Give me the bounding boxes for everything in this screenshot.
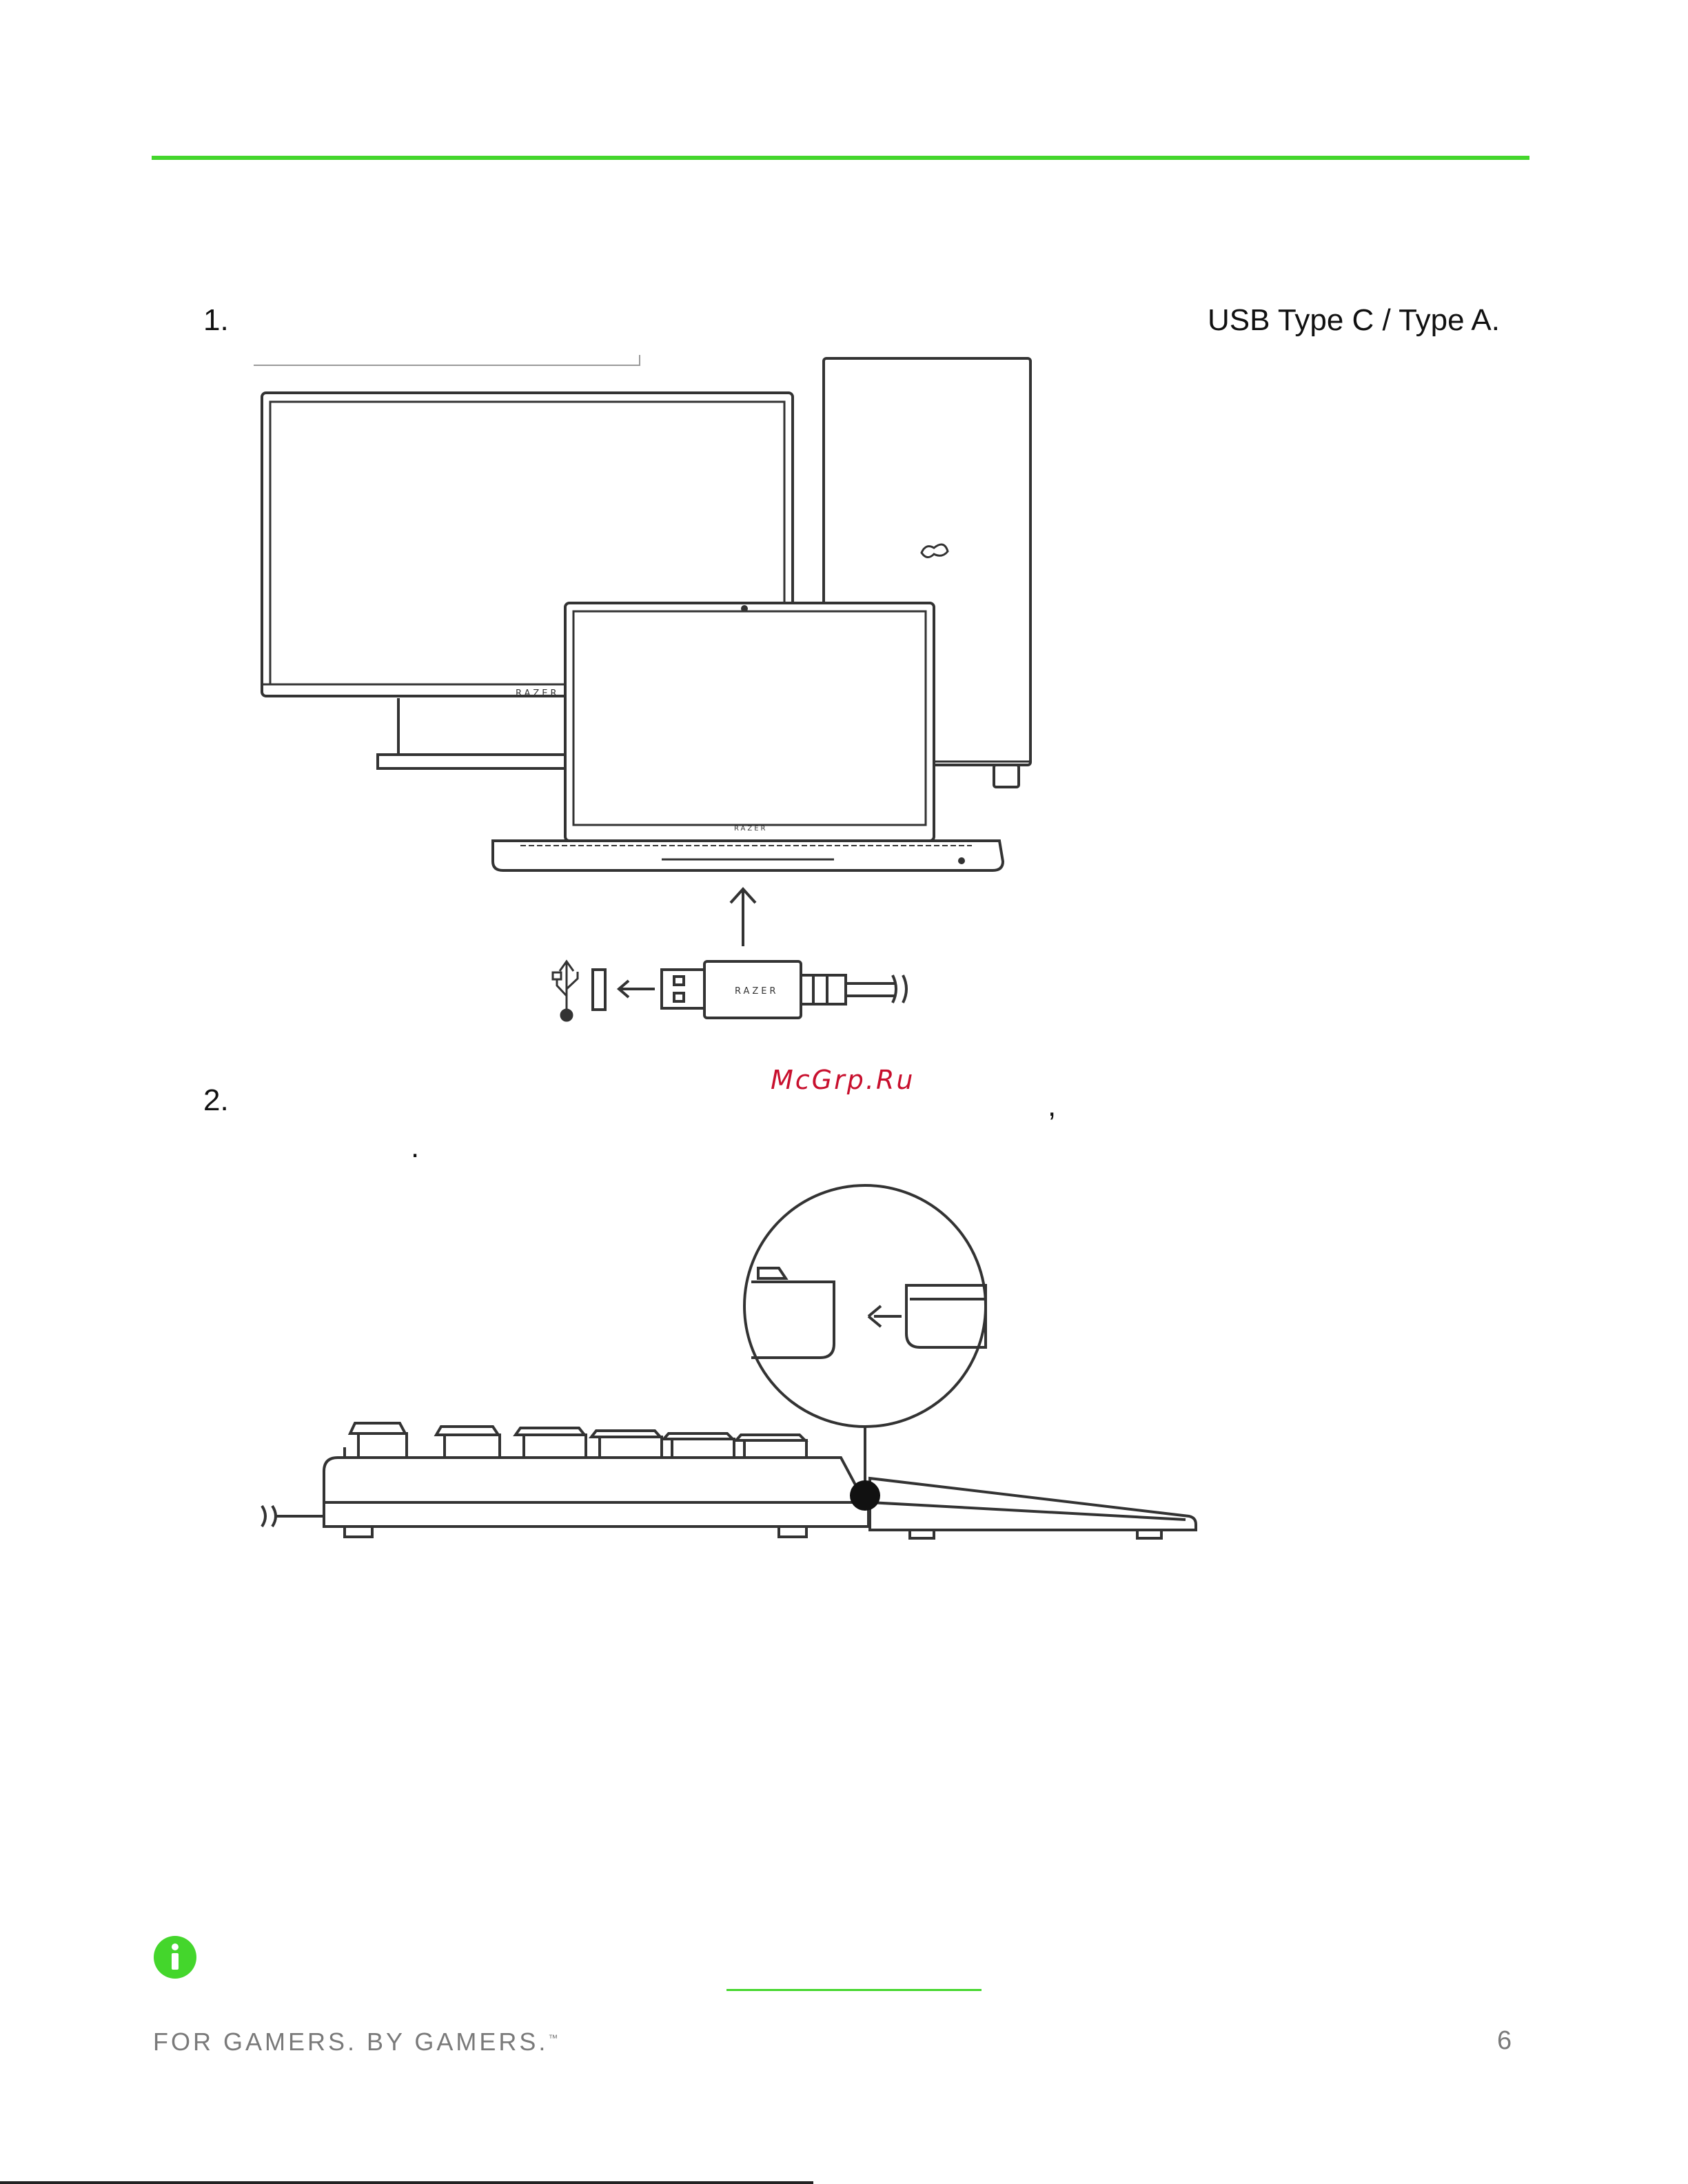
step-1-text: USB Type C / Type A.	[1208, 303, 1500, 337]
usb-symbol-icon	[553, 961, 578, 1021]
connection-point-dot	[850, 1480, 880, 1511]
keyboard-illustration	[262, 1423, 868, 1537]
footer-tagline: FOR GAMERS. BY GAMERS.™	[153, 2028, 558, 2056]
step-1-number: 1.	[203, 303, 229, 337]
laptop-brand-label: RAZER	[734, 825, 768, 833]
cable-brand-label: RAZER	[735, 986, 779, 997]
bottom-rule	[0, 2181, 813, 2184]
monitor-brand-label: RAZER	[516, 688, 560, 699]
wrist-rest-illustration-part	[870, 1478, 1196, 1538]
usb-cable-illustration	[662, 961, 906, 1018]
trademark-symbol: ™	[548, 2032, 558, 2043]
left-arrow-icon	[619, 981, 655, 997]
step-2-number: 2.	[203, 1083, 229, 1117]
step-2-period: .	[411, 1130, 420, 1164]
wrist-rest-illustration	[255, 1178, 1220, 1564]
step-2-comma: ,	[1048, 1089, 1057, 1123]
up-arrow-icon	[731, 889, 755, 946]
zoom-detail-circle	[744, 1185, 986, 1496]
note-link-underline[interactable]	[726, 1989, 982, 1991]
device-connection-illustration	[248, 348, 1048, 1037]
page-number: 6	[1497, 2026, 1512, 2055]
header-accent-rule	[152, 156, 1529, 160]
info-icon	[153, 1935, 197, 1979]
usb-port	[593, 970, 605, 1010]
watermark: McGrp.Ru	[771, 1065, 915, 1095]
